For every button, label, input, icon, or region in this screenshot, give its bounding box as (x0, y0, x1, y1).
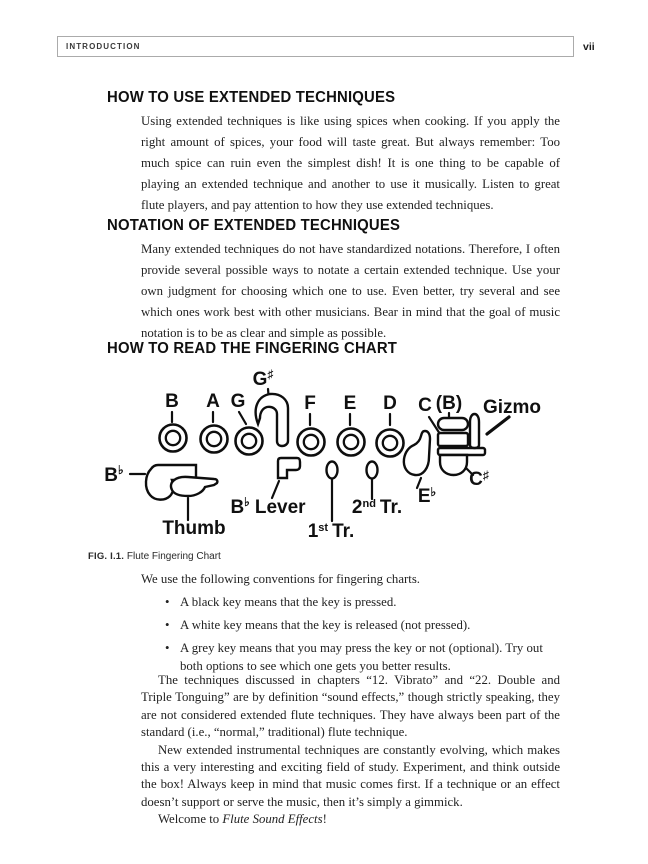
conventions-list (141, 594, 560, 681)
paragraph-new-techniques: New extended instrumental techniques are constantly evolving, which makes this a very interesting and exciting field of study. Experiment, and think outside the box! Always keep in mind that music comes first. If a technique or an effect doesn’t support or serve the music, then it’s simply a gimmick. (141, 742, 560, 809)
welcome-prefix: Welcome to (158, 812, 223, 827)
welcome-suffix: ! (322, 812, 327, 827)
label-bflat-lever: B♭ Lever (230, 495, 306, 518)
fingering-chart-svg (88, 360, 548, 552)
gizmo-lever (470, 414, 479, 448)
label-b: B (165, 391, 179, 412)
figure-caption (88, 551, 221, 562)
c-key-cluster (438, 414, 485, 475)
b-roller-key (438, 418, 468, 430)
label-g: G (230, 391, 246, 412)
trill-key-1 (327, 462, 338, 479)
paragraph-notation: Many extended techniques do not have standardized notations. Therefore, I often provide several possible ways to notate a certain extended technique. Use your own judgment for choosing which one to use. Even better, try several and see which ones work best with other musicians. Bear in mind that the goal of music notation is to be as clear and simple as possible. (141, 242, 560, 340)
c-key (438, 433, 468, 446)
gizmo-leader-line (487, 417, 509, 434)
section-heading-fingering-chart: HOW TO READ THE FINGERING CHART (107, 340, 398, 357)
label-d: D (383, 393, 397, 414)
list-item (141, 594, 560, 612)
bullet-icon: • (165, 641, 170, 656)
bullet-icon: • (165, 595, 170, 609)
bflat-lever-key (278, 458, 300, 478)
paragraph-techniques-discussed: The techniques discussed in chapters “12. Vibrato” and “22. Double and Triple Tonguing” are by definition “sound effects,” though strictly speaking, they are not considered extended flute techniques. They have always been part of the standard (i.e., “normal,” traditional) flute technique. (141, 673, 560, 740)
label-bflat-thumb: B♭ (104, 463, 124, 486)
csharp-key (440, 455, 467, 475)
label-f: F (304, 393, 316, 414)
section-heading-notation: NOTATION OF EXTENDED TECHNIQUES (107, 217, 401, 234)
eflat-key (404, 431, 430, 475)
list-item (141, 617, 560, 635)
label-gsharp: G♯ (252, 367, 274, 390)
bullet-icon: • (165, 618, 170, 633)
list-item (141, 640, 560, 675)
label-trill-2: 2nd Tr. (351, 497, 403, 518)
fingering-chart-figure (88, 360, 548, 552)
figure-caption-title: Flute Fingering Chart (126, 551, 221, 562)
conventions-intro: We use the following conventions for fingering charts. (141, 572, 421, 586)
bullet-text: A white key means that the key is released (not pressed). (180, 618, 471, 633)
book-title: Flute Sound Effects (222, 812, 323, 827)
label-thumb: Thumb (162, 518, 226, 539)
label-a: A (206, 391, 220, 412)
paragraph-welcome (141, 811, 560, 828)
section-heading-how-to-use: HOW TO USE EXTENDED TECHNIQUES (107, 89, 396, 106)
running-head-box (57, 36, 574, 57)
bullet-text: A grey key means that you may press the key or not (optional). Try out both options to see which one gets you better results. (180, 641, 543, 673)
figure-caption-label: FIG. I.1. (88, 551, 125, 562)
closing-text (141, 672, 560, 829)
page-number: vii (583, 41, 595, 53)
label-trill-1: 1st Tr. (307, 521, 355, 542)
label-gizmo: Gizmo (482, 397, 542, 418)
label-eflat: E♭ (417, 485, 437, 507)
b-thumb-key (171, 477, 217, 496)
label-b-paren: (B) (435, 393, 463, 414)
bullet-text: A black key means that the key is pressed. (180, 595, 397, 609)
label-csharp: C♯ (469, 468, 489, 490)
trill-key-2 (367, 462, 378, 479)
running-head: INTRODUCTION (66, 42, 141, 51)
label-e: E (343, 393, 357, 414)
paragraph-how-to-use: Using extended techniques is like using spices when cooking. If you apply the right amount of spices, your food will taste great. But always remember: Too much spice can ruin even the simplest dish! It is one thing to be capable of playing an extended technique and another to use it musically. Listen to great flute players, and pay attention to how they use extended techniques. (141, 114, 560, 212)
label-c: C (418, 395, 432, 416)
